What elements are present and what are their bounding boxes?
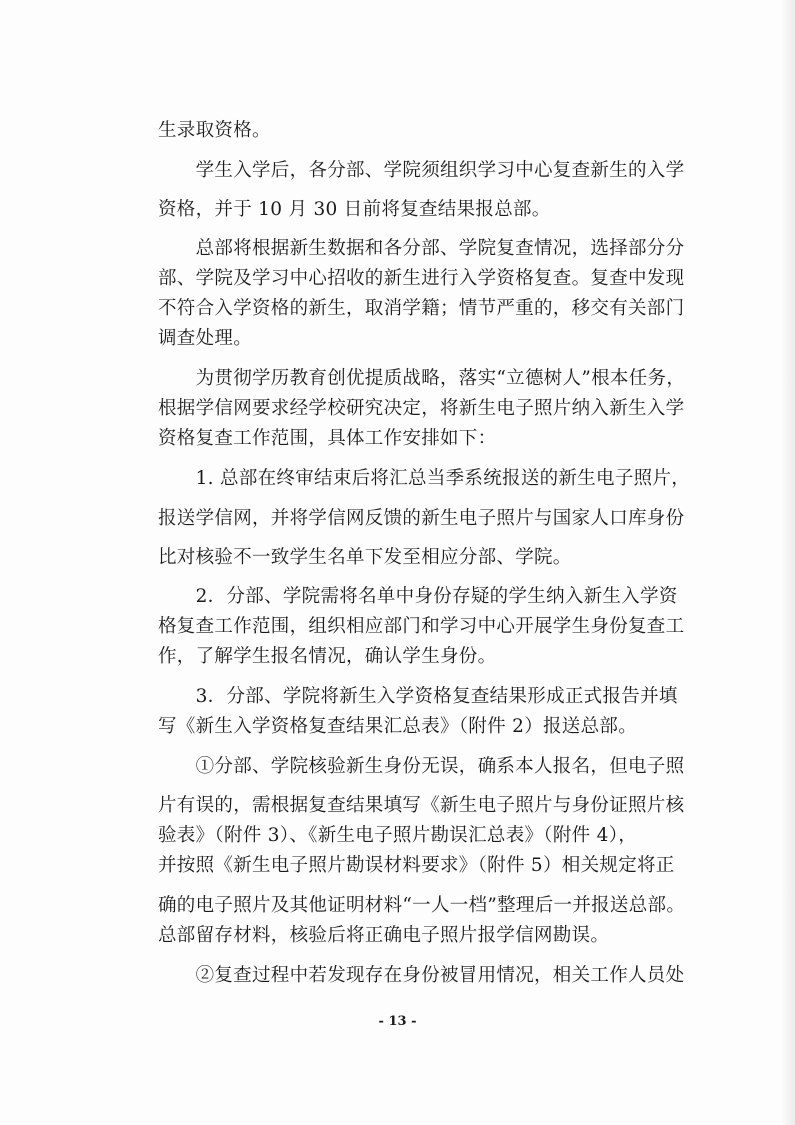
text-line: 调查处理。 [158,328,253,349]
text-line: 为贯彻学历教育创优提质战略，落实“立德树人”根本任务， [158,368,686,389]
text-line: 并按照《新生电子照片勘误材料要求》（附件 5）相关规定将正 [158,855,675,876]
text-line: 作，了解学生报名情况，确认学生身份。 [158,646,497,667]
text-line: 学生入学后，各分部、学院须组织学习中心复查新生的入学 [158,160,685,181]
text-line: 生录取资格。 [158,120,271,141]
text-line: 根据学信网要求经学校研究决定，将新生电子照片纳入新生入学 [158,398,685,419]
text-line: 不符合入学资格的新生，取消学籍；情节严重的，移交有关部门 [158,298,685,319]
text-line: ②复查过程中若发现存在身份被冒用情况，相关工作人员处 [158,965,685,986]
page-number: - 13 - [378,1014,417,1029]
text-line: 写《新生入学资格复查结果汇总表》（附件 2）报送总部。 [158,716,638,737]
text-line: 2．分部、学院需将名单中身份存疑的学生纳入新生入学资 [158,586,678,607]
text-line: 确的电子照片及其他证明材料“一人一档”整理后一并报送总部。 [158,895,686,916]
page-edge-shadow [781,0,795,1125]
text-line: 资格，并于 10 月 30 日前将复查结果报总部。 [158,199,551,220]
text-line: 1. 总部在终审结束后将汇总当季系统报送的新生电子照片， [158,468,691,489]
text-line: ①分部、学院核验新生身份无误，确系本人报名，但电子照 [158,756,685,777]
text-line: 片有误的，需根据复查结果填写《新生电子照片与身份证照片核 [158,795,685,816]
text-line: 验表》（附件 3）、《新生电子照片勘误汇总表》（附件 4）， [158,825,638,846]
text-line: 部、学院及学习中心招收的新生进行入学资格复查。复查中发现 [158,268,685,289]
text-line: 资格复查工作范围，具体工作安排如下： [158,428,497,449]
text-line: 3．分部、学院将新生入学资格复查结果形成正式报告并填 [158,686,678,707]
text-line: 总部留存材料，核验后将正确电子照片报学信网勘误。 [158,925,610,946]
text-line: 总部将根据新生数据和各分部、学院复查情况，选择部分分 [158,238,685,259]
text-line: 报送学信网，并将学信网反馈的新生电子照片与国家人口库身份 [158,508,685,529]
text-line: 比对核验不一致学生名单下发至相应分部、学院。 [158,547,572,568]
text-line: 格复查工作范围，组织相应部门和学习中心开展学生身份复查工 [158,616,685,637]
